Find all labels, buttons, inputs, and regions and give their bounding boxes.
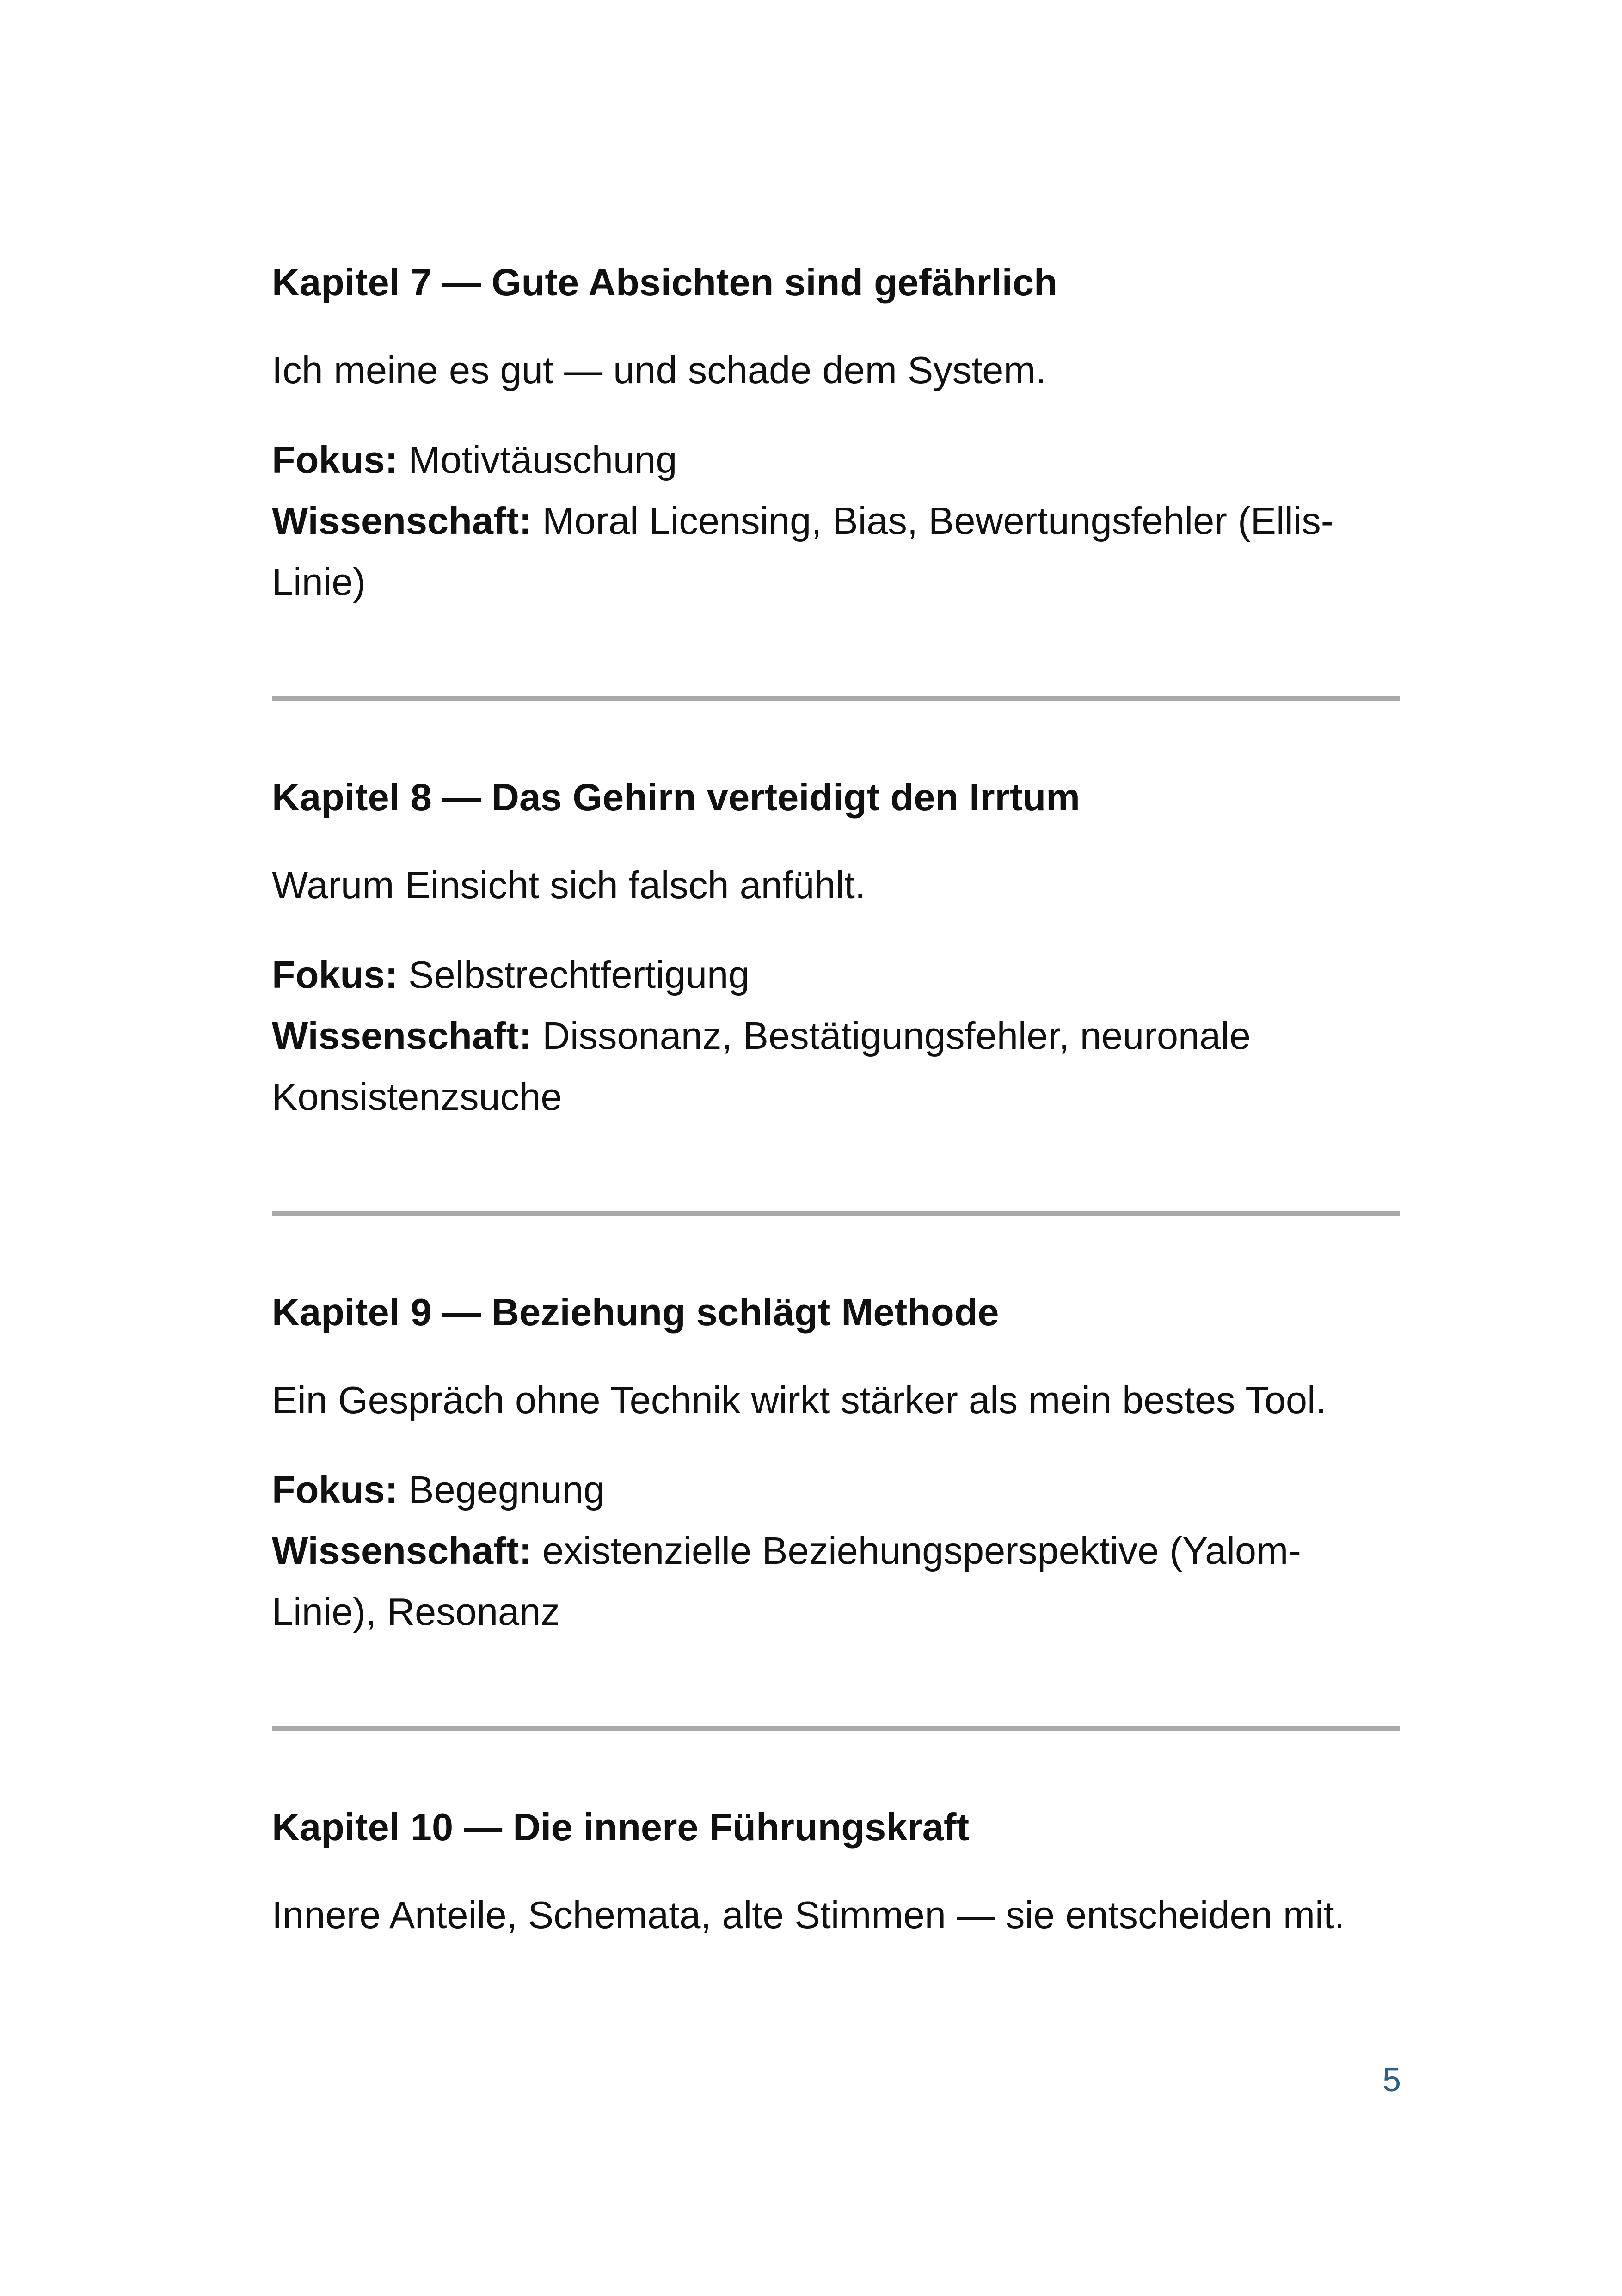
focus-line (272, 1459, 1400, 1520)
focus-line (272, 429, 1400, 490)
science-value: Moral Licensing, Bias, Bewertungsfehler (Ellis-Linie) (272, 499, 1334, 603)
section-divider (272, 1726, 1400, 1731)
chapter-10-section (272, 1797, 1400, 1946)
science-value: Dissonanz, Bestätigungsfehler, neuronale Konsistenzsuche (272, 1014, 1251, 1118)
chapter-lead: Ein Gespräch ohne Technik wirkt stärker als mein bestes Tool. (272, 1378, 1327, 1421)
page-number: 5 (1382, 2062, 1401, 2099)
section-divider (272, 1211, 1400, 1216)
chapter-title: Kapitel 10 — Die innere Führungskraft (272, 1806, 970, 1849)
science-line (272, 1005, 1400, 1127)
focus-value: Motivtäuschung (398, 438, 677, 481)
chapter-title: Kapitel 7 — Gute Absichten sind gefährlich (272, 261, 1057, 304)
science-label: Wissenschaft: (272, 499, 532, 542)
chapter-7-section (272, 252, 1400, 612)
chapter-lead: Warum Einsicht sich falsch anfühlt. (272, 863, 866, 906)
science-label: Wissenschaft: (272, 1529, 532, 1572)
focus-label: Fokus: (272, 1468, 398, 1511)
chapter-8-section (272, 767, 1400, 1127)
chapter-title: Kapitel 9 — Beziehung schlägt Methode (272, 1291, 999, 1334)
focus-value: Begegnung (398, 1468, 605, 1511)
section-divider (272, 696, 1400, 701)
science-value: existenzielle Beziehungsperspektive (Yalom-Linie), Resonanz (272, 1529, 1301, 1633)
science-line (272, 490, 1400, 612)
chapter-lead: Innere Anteile, Schemata, alte Stimmen — sie entscheiden mit. (272, 1893, 1345, 1936)
chapter-lead: Ich meine es gut — und schade dem System. (272, 349, 1046, 392)
science-line (272, 1520, 1400, 1642)
focus-line (272, 944, 1400, 1005)
chapter-title: Kapitel 8 — Das Gehirn verteidigt den Irrtum (272, 776, 1080, 819)
science-label: Wissenschaft: (272, 1014, 532, 1057)
focus-value: Selbstrechtfertigung (398, 953, 750, 996)
focus-label: Fokus: (272, 438, 398, 481)
focus-label: Fokus: (272, 953, 398, 996)
chapter-9-section (272, 1282, 1400, 1642)
chapter-overview (272, 252, 1400, 1974)
